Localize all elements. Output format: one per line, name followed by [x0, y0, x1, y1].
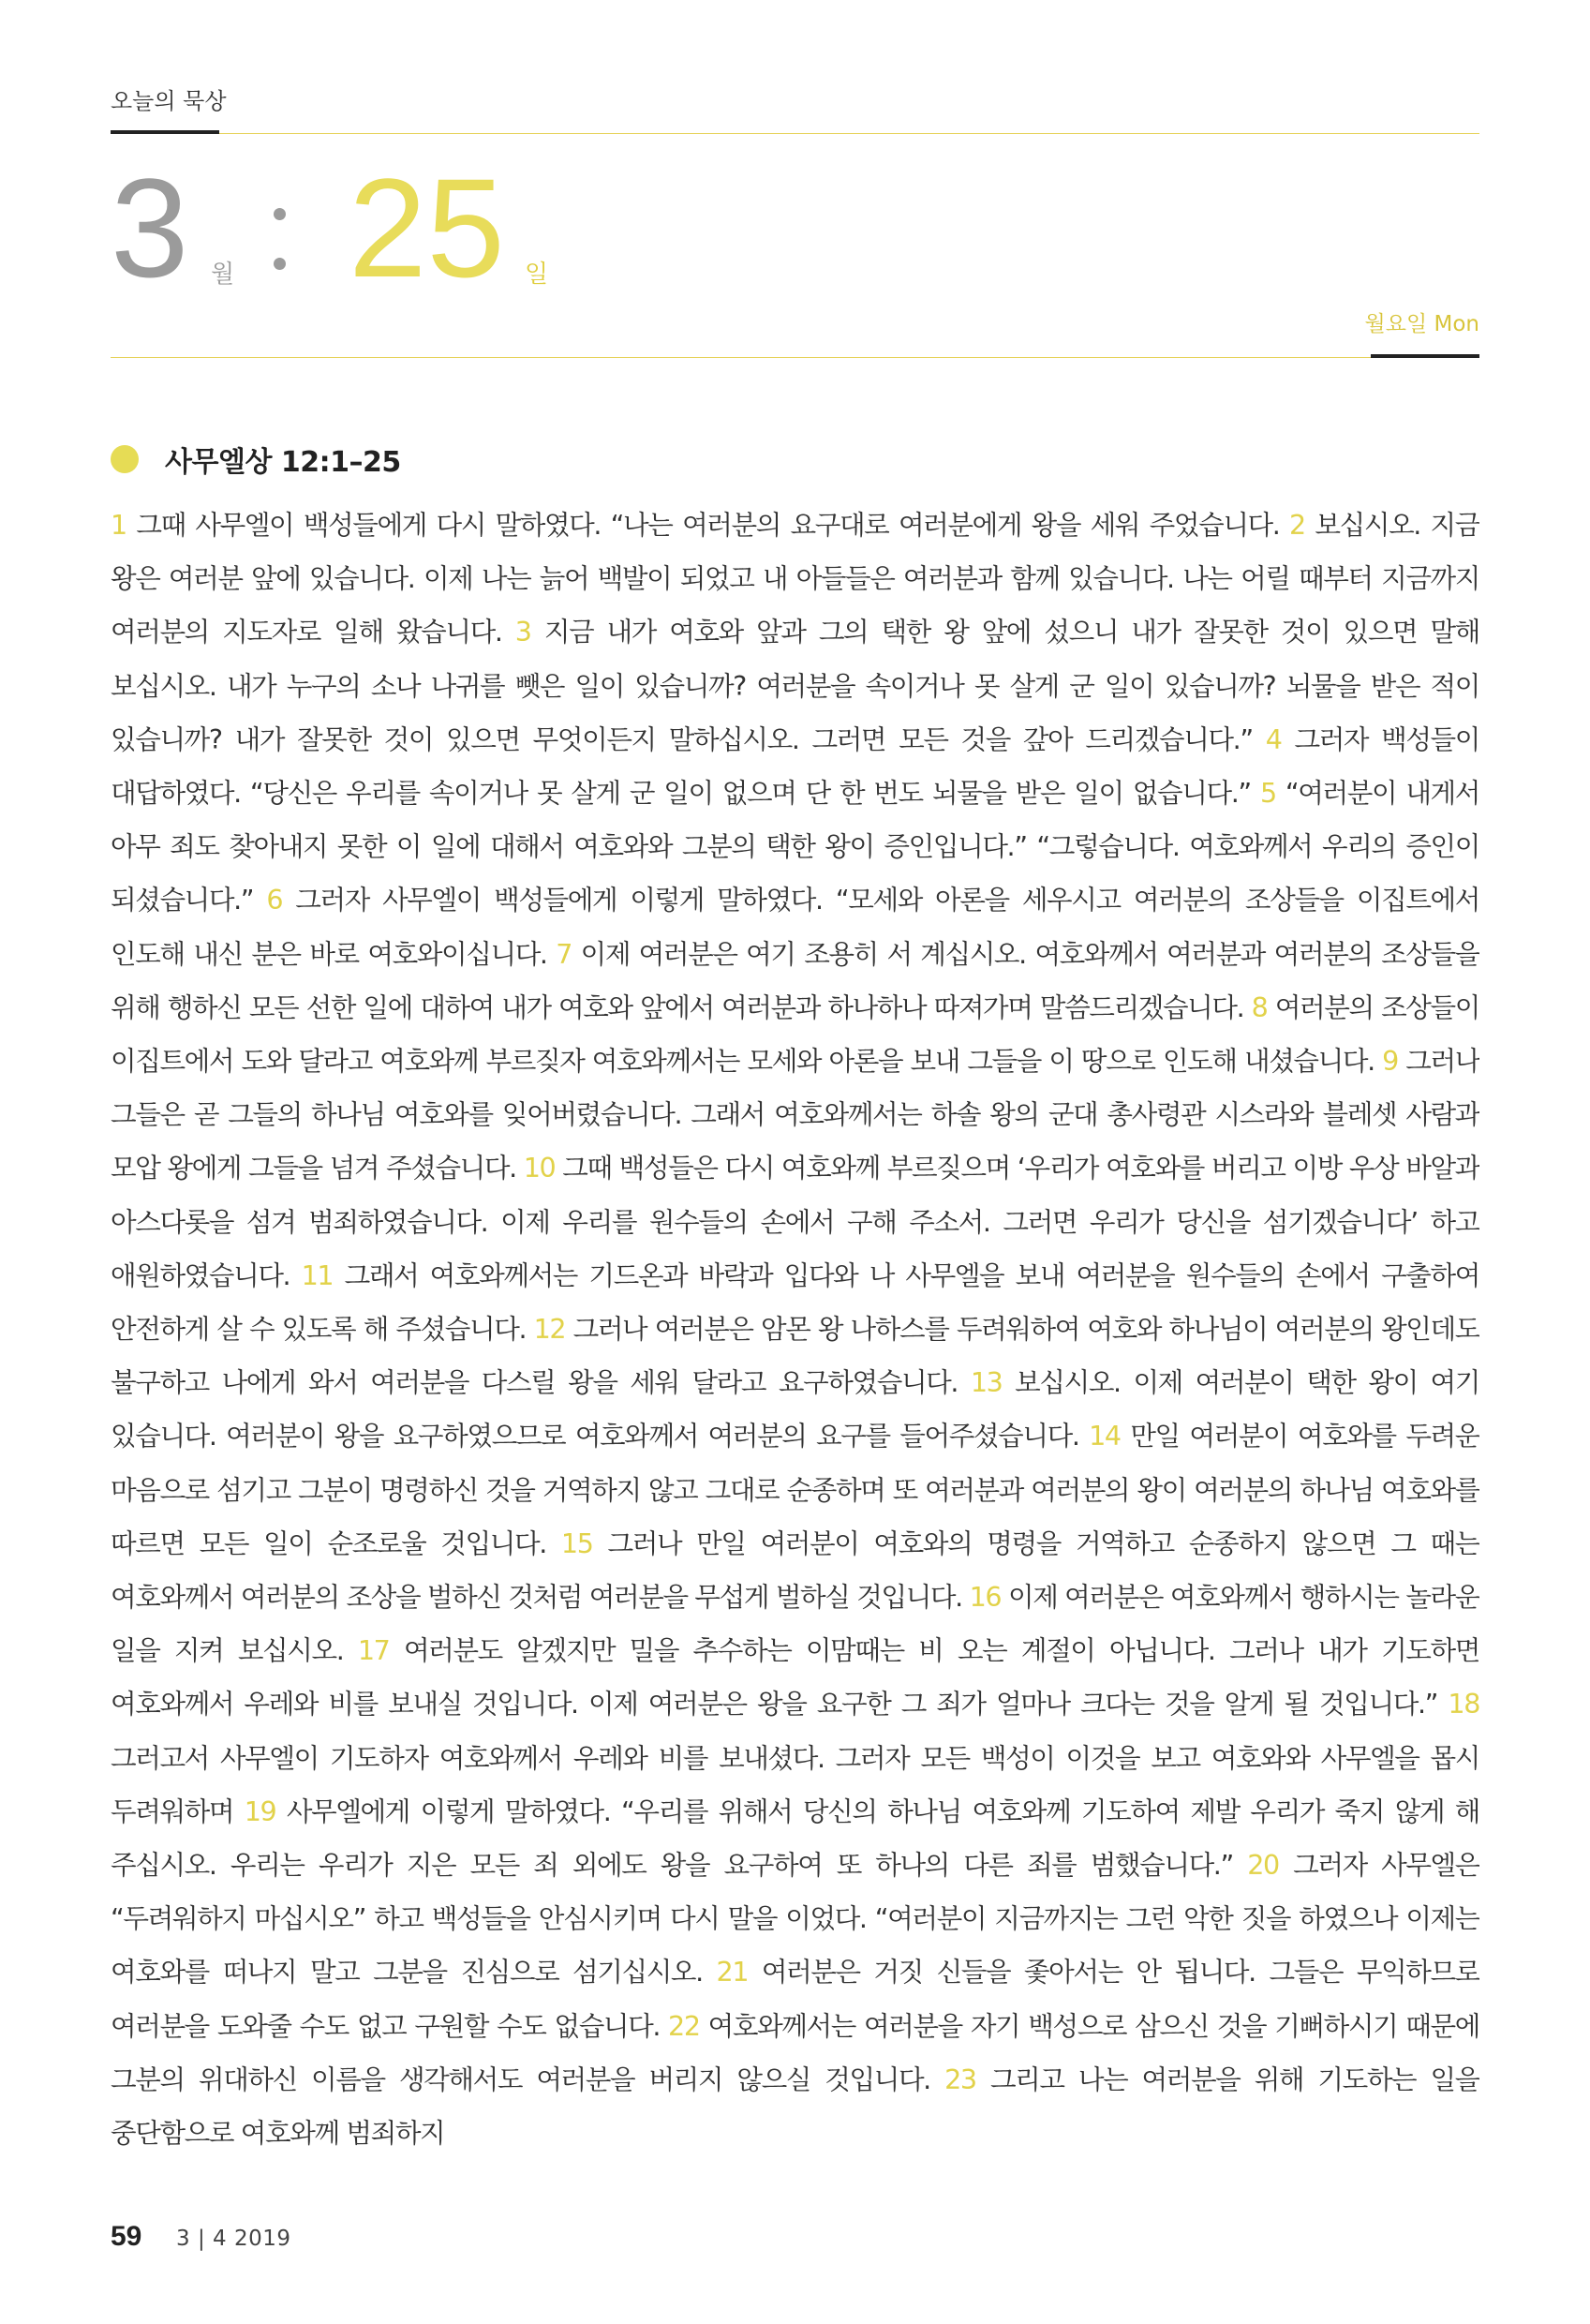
header-rule-bottom-bar	[1371, 354, 1479, 358]
verse-number: 13	[970, 1366, 1003, 1399]
date-day-unit: 일	[525, 261, 549, 289]
verse-text: 만일 여러분이 여호와를 두려운 마음으로 섬기고 그분이 명령하신 것을 거역하지 않고 그대로 순종하며 또 여러분과 여러분의 왕이 여러분의 하나님 여호와를 따르면 모든 일이 순조로울 것입니다.	[111, 1420, 1479, 1559]
verse-text: 사무엘에게 이렇게 말하였다. “우리를 위해서 당신의 하나님 여호와께 기도하여 제발 우리가 죽지 않게 해 주십시오. 우리는 우리가 지은 모든 죄 외에도 왕을 요구하여 또 하나의 다른 죄를 범했습니다.”	[111, 1795, 1479, 1882]
passage-reference: 사무엘상 12:1–25	[165, 446, 401, 479]
verse-text: 보십시오. 지금 왕은 여러분 앞에 있습니다. 이제 나는 늙어 백발이 되었고 내 아들들은 여러분과 함께 있습니다. 나는 어릴 때부터 지금까지 여러분의 지도자로 일해 왔습니다.	[111, 509, 1479, 648]
date-month-unit: 월	[211, 261, 235, 289]
verse-number: 18	[1448, 1688, 1479, 1721]
verse-number: 4	[1265, 723, 1282, 755]
verse-number: 22	[668, 2009, 700, 2042]
verse-text: 여러분은 거짓 신들을 좇아서는 안 됩니다. 그들은 무익하므로 여러분을 도와줄 수도 없고 구원할 수도 없습니다.	[111, 1956, 1479, 2042]
passage-heading	[111, 440, 401, 478]
verse-text: 여러분의 조상들이 이집트에서 도와 달라고 여호와께 부르짖자 여호와께서는 모세와 아론을 보내 그들을 이 땅으로 인도해 내셨습니다.	[111, 991, 1479, 1078]
verse-number: 19	[244, 1795, 276, 1827]
verse-text: “여러분이 내게서 아무 죄도 찾아내지 못한 이 일에 대해서 여호와와 그분의 택한 왕이 증인입니다.” “그렇습니다. 여호와께서 우리의 증인이 되셨습니다.”	[111, 777, 1479, 916]
verse-text: 그러고서 사무엘이 기도하자 여호와께서 우레와 비를 보내셨다. 그러자 모든 백성이 이것을 보고 여호와와 사무엘을 몹시 두려워하며	[111, 1741, 1479, 1827]
verse-number: 8	[1251, 991, 1268, 1023]
header-rule-bottom	[111, 357, 1371, 358]
header-rule-top	[219, 133, 1479, 134]
issue-label: 3 | 4 2019	[176, 2227, 291, 2251]
verse-text: 여호와께서는 여러분을 자기 백성으로 삼으신 것을 기뻐하시기 때문에 그분의 위대하신 이름을 생각해서도 여러분을 버리지 않으실 것입니다.	[111, 2009, 1479, 2095]
date-month: 3	[111, 149, 189, 306]
verse-text: 그러나 만일 여러분이 여호와의 명령을 거역하고 순종하지 않으면 그 때는 여호와께서 여러분의 조상을 벌하신 것처럼 여러분을 무섭게 벌하실 것입니다.	[111, 1527, 1479, 1614]
verse-number: 9	[1382, 1045, 1398, 1078]
verse-number: 14	[1089, 1420, 1121, 1452]
section-label: 오늘의 묵상	[111, 88, 227, 114]
verse-number: 21	[716, 1956, 749, 1989]
verse-number: 15	[560, 1527, 593, 1559]
date-colon	[274, 208, 287, 307]
verse-text: 지금 내가 여호와 앞과 그의 택한 왕 앞에 섰으니 내가 잘못한 것이 있으면 말해 보십시오. 내가 누구의 소나 나귀를 뺏은 일이 있습니까? 여러분을 속이거나 못 살게 군 일이 있습니까? 뇌물을 받은 적이 있습니까? 내가 잘못한 것이 있으면 무엇이든지 말하십시오. 그러면 모든 것을 갚아 드리겠습니다.”	[111, 616, 1479, 755]
verse-number: 17	[357, 1634, 390, 1667]
verse-number: 20	[1247, 1849, 1279, 1882]
verse-number: 2	[1289, 509, 1305, 541]
bullet-dot	[111, 445, 139, 473]
verse-text: 보십시오. 이제 여러분이 택한 왕이 여기 있습니다. 여러분이 왕을 요구하였으므로 여호와께서 여러분의 요구를 들어주셨습니다.	[111, 1366, 1479, 1452]
verse-number: 10	[523, 1152, 556, 1184]
verse-text: 그러자 사무엘이 백성들에게 이렇게 말하였다. “모세와 아론을 세우시고 여러분의 조상들을 이집트에서 인도해 내신 분은 바로 여호와이십니다.	[111, 884, 1479, 970]
passage-body	[111, 499, 1479, 2195]
verse-number: 12	[533, 1313, 566, 1346]
section-label-bar	[111, 130, 219, 134]
verse-text: 그래서 여호와께서는 기드온과 바락과 입다와 나 사무엘을 보내 여러분을 원수들의 손에서 구출하여 안전하게 살 수 있도록 해 주셨습니다.	[111, 1259, 1479, 1346]
verse-text: 그러자 백성들이 대답하였다. “당신은 우리를 속이거나 못 살게 군 일이 없으며 단 한 번도 뇌물을 받은 일이 없습니다.”	[111, 723, 1479, 810]
verse-number: 11	[301, 1259, 334, 1291]
verse-text: 이제 여러분은 여기 조용히 서 계십시오. 여호와께서 여러분과 여러분의 조상들을 위해 행하신 모든 선한 일에 대하여 내가 여호와 앞에서 여러분과 하나하나 따져가며 말씀드리겠습니다.	[111, 937, 1479, 1023]
verse-number: 3	[514, 616, 531, 648]
verse-text: 그러나 그들은 곧 그들의 하나님 여호와를 잊어버렸습니다. 그래서 여호와께서는 하솔 왕의 군대 총사령관 시스라와 블레셋 사람과 모압 왕에게 그들을 넘겨 주셨습니다.	[111, 1045, 1479, 1184]
weekday: 월요일 Mon	[1364, 312, 1479, 336]
verse-text: 이제 여러분은 여호와께서 행하시는 놀라운 일을 지켜 보십시오.	[111, 1581, 1479, 1667]
verse-text: 그때 백성들은 다시 여호와께 부르짖으며 ‘우리가 여호와를 버리고 이방 우상 바알과 아스다롯을 섬겨 범죄하였습니다. 이제 우리를 원수들의 손에서 구해 주소서. 그러면 우리가 당신을 섬기겠습니다’ 하고 애원하였습니다.	[111, 1152, 1479, 1291]
verse-number: 16	[969, 1581, 1002, 1614]
verse-text: 그리고 나는 여러분을 위해 기도하는 일을 중단함으로 여호와께 범죄하지	[111, 2063, 1479, 2150]
date-day: 25	[349, 149, 505, 306]
verse-number: 7	[556, 937, 572, 970]
verse-number: 6	[266, 884, 283, 916]
verse-number: 1	[111, 509, 126, 541]
verse-number: 23	[944, 2063, 976, 2095]
verse-text: 그러나 여러분은 암몬 왕 나하스를 두려워하여 여호와 하나님이 여러분의 왕인데도 불구하고 나에게 와서 여러분을 다스릴 왕을 세워 달라고 요구하였습니다.	[111, 1313, 1479, 1399]
page-number: 59	[111, 2221, 142, 2252]
verse-number: 5	[1259, 777, 1276, 810]
verse-text: 그러자 사무엘은 “두려워하지 마십시오” 하고 백성들을 안심시키며 다시 말을 이었다. “여러분이 지금까지는 그런 악한 짓을 하였으나 이제는 여호와를 떠나지 말고 그분을 진심으로 섬기십시오.	[111, 1849, 1479, 1989]
verse-text: 그때 사무엘이 백성들에게 다시 말하였다. “나는 여러분의 요구대로 여러분에게 왕을 세워 주었습니다.	[136, 509, 1280, 541]
verse-text: 여러분도 알겠지만 밀을 추수하는 이맘때는 비 오는 계절이 아닙니다. 그러나 내가 기도하면 여호와께서 우레와 비를 보내실 것입니다. 이제 여러분은 왕을 요구한 그 죄가 얼마나 크다는 것을 알게 될 것입니다.”	[111, 1634, 1479, 1721]
